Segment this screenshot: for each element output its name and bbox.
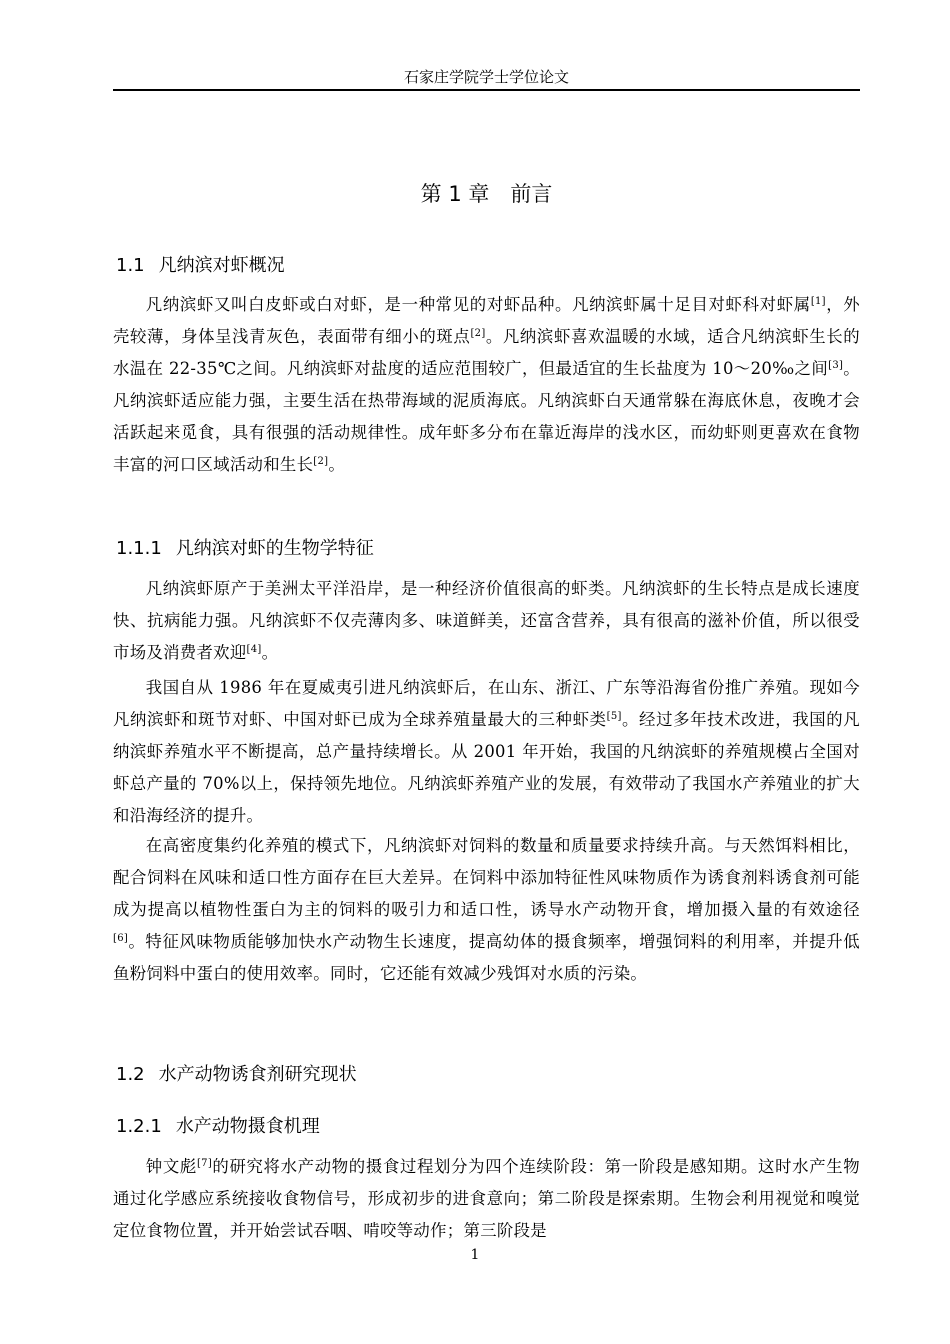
text-run: 钟文彪	[145, 1157, 197, 1176]
chapter-title: 第 1 章 前言	[420, 182, 553, 206]
paragraph-feed	[113, 830, 860, 990]
text-run: 我国自从 1986 年在夏威夷引进凡纳滨虾后，在山东、浙江、广东等沿海省份推广养殖。现如今凡纳滨虾和斑节对虾、中国对虾已成为全球养殖量最大的三种虾类	[113, 678, 860, 729]
section-number: 1.2.1	[116, 1116, 162, 1137]
text-run: ，外壳较薄，身体呈浅青灰色，表面带有细小的斑点	[113, 295, 860, 346]
paragraph-feeding-mechanism	[113, 1151, 860, 1247]
section-number: 1.2	[116, 1064, 145, 1085]
citation: [7]	[196, 1158, 213, 1169]
section-title: 水产动物诱食剂研究现状	[158, 1064, 357, 1085]
text-run: 。	[328, 455, 346, 474]
text-run: 。凡纳滨虾喜欢温暖的水域，适合凡纳滨虾生长的水温在 22-35℃之间。凡纳滨虾对盐度的适应范围较广，但最适宜的生长盐度为 10～20‰之间	[113, 327, 860, 378]
paragraph-biology	[113, 573, 860, 669]
section-number: 1.1.1	[116, 538, 162, 559]
text-run: 。	[261, 643, 279, 662]
section-heading-1-2	[116, 1062, 357, 1088]
citation: [4]	[246, 644, 262, 655]
section-title: 水产动物摄食机理	[175, 1116, 320, 1137]
section-title: 凡纳滨对虾概况	[158, 255, 285, 276]
paragraph-overview	[113, 289, 860, 481]
citation: [6]	[113, 933, 129, 944]
paragraph-farming-history	[113, 672, 860, 832]
text-run: 凡纳滨虾原产于美洲太平洋沿岸，是一种经济价值很高的虾类。凡纳滨虾的生长特点是成长速度快、抗病能力强。凡纳滨虾不仅壳薄肉多、味道鲜美，还富含营养，具有很高的滋补价值，所以很受市场及消费者欢迎	[113, 579, 860, 662]
header-rule	[113, 89, 860, 91]
text-run: 。经过多年技术改进，我国的凡纳滨虾养殖水平不断提高，总产量持续增长。从 2001 年开始，我国的凡纳滨虾的养殖规模占全国对虾总产量的 70%以上，保持领先地位。凡纳滨虾养殖产业的发展，有效带动了我国水产养殖业的扩大和沿海经济的提升。	[113, 710, 861, 825]
citation: [2]	[313, 456, 329, 467]
section-title: 凡纳滨对虾的生物学特征	[175, 538, 374, 559]
citation: [1]	[810, 296, 826, 307]
section-heading-1-1	[116, 253, 285, 279]
citation: [5]	[606, 711, 622, 722]
section-number: 1.1	[116, 255, 145, 276]
section-heading-1-2-1	[116, 1114, 320, 1140]
section-heading-1-1-1	[116, 536, 374, 562]
citation: [3]	[828, 360, 844, 371]
text-run: 。特征风味物质能够加快水产动物生长速度，提高幼体的摄食频率，增强饲料的利用率，并提升低鱼粉饲料中蛋白的使用效率。同时，它还能有效减少残饵对水质的污染。	[113, 932, 860, 983]
text-run: 凡纳滨虾又叫白皮虾或白对虾，是一种常见的对虾品种。凡纳滨虾属十足目对虾科对虾属	[145, 295, 811, 314]
citation: [2]	[470, 328, 486, 339]
text-run: 在高密度集约化养殖的模式下，凡纳滨虾对饲料的数量和质量要求持续升高。与天然饵料相比，配合饲料在风味和适口性方面存在巨大差异。在饲料中添加特征性风味物质作为诱食剂料诱食剂可能成为提高以植物性蛋白为主的饲料的吸引力和适口性，诱导水产动物开食，增加摄入量的有效途径	[113, 836, 860, 919]
page-number: 1	[470, 1247, 480, 1263]
text-run: 。凡纳滨虾适应能力强，主要生活在热带海域的泥质海底。凡纳滨虾白天通常躲在海底休息，夜晚才会活跃起来觅食，具有很强的活动规律性。成年虾多分布在靠近海岸的浅水区，而幼虾则更喜欢在食物丰富的河口区域活动和生长	[113, 359, 860, 474]
running-header: 石家庄学院学士学位论文	[403, 68, 569, 86]
text-run: 的研究将水产动物的摄食过程划分为四个连续阶段：第一阶段是感知期。这时水产生物通过化学感应系统接收食物信号，形成初步的进食意向；第二阶段是探索期。生物会利用视觉和嗅觉定位食物位置，并开始尝试吞咽、啃咬等动作；第三阶段是	[113, 1157, 860, 1240]
